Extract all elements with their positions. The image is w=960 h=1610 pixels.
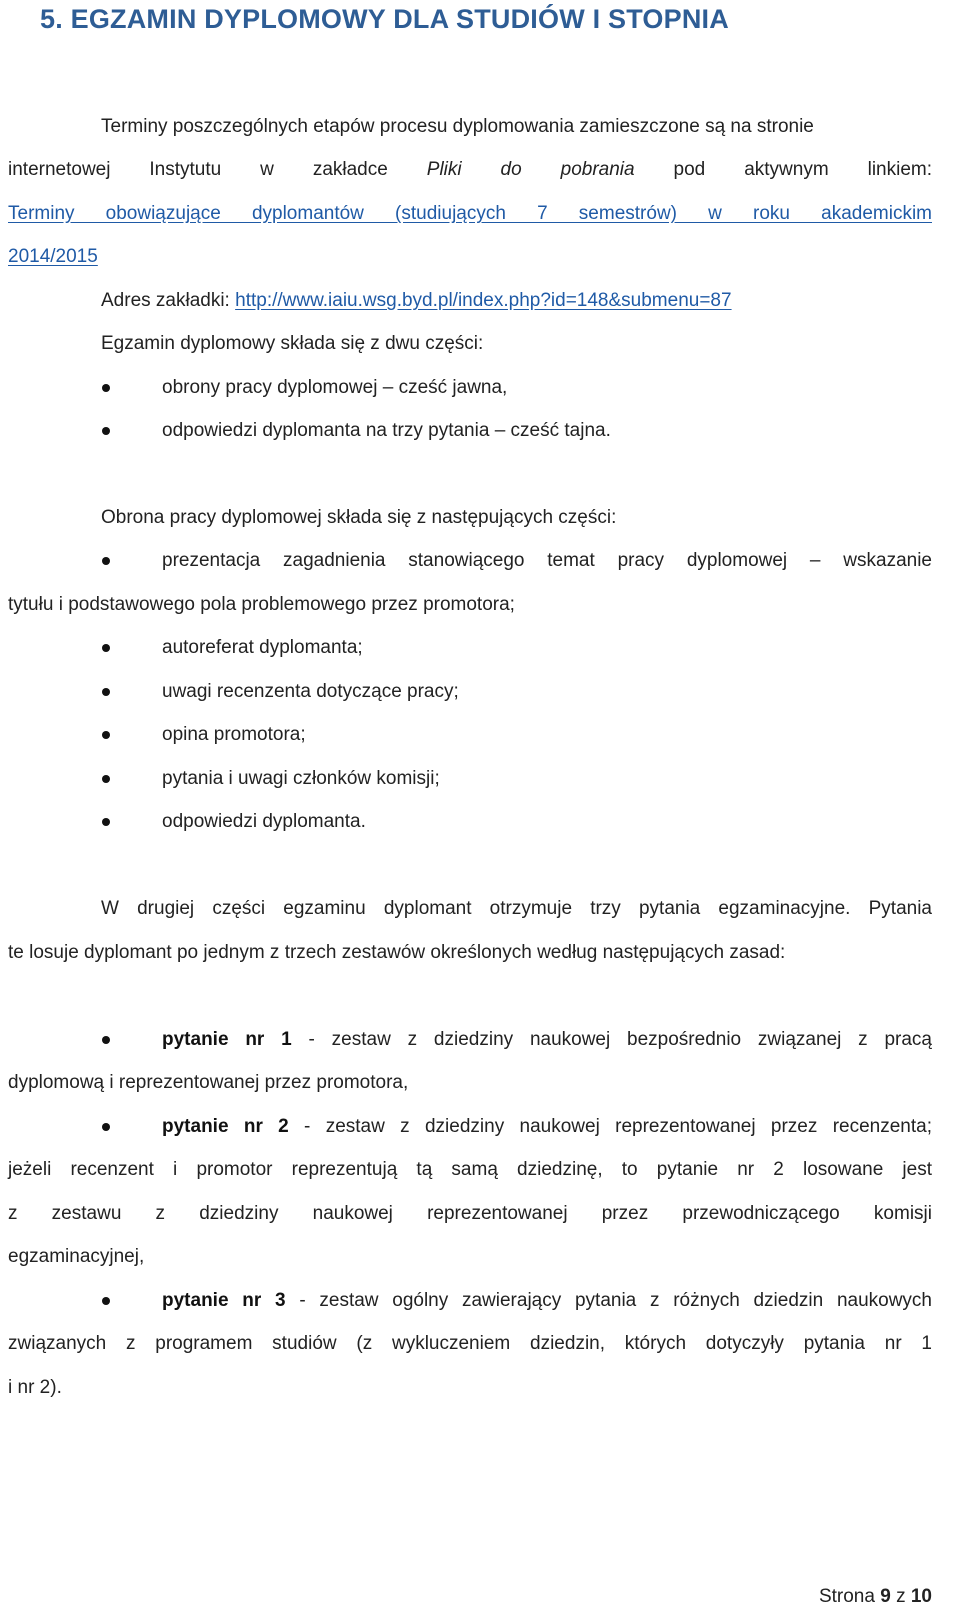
list-item: pytania i uwagi członków komisji; bbox=[8, 767, 932, 791]
intro-line-4 bbox=[8, 245, 932, 269]
bullet-icon bbox=[102, 731, 110, 739]
intro-line-1: Terminy poszczególnych etapów procesu dyplomowania zamieszczone są na stronie bbox=[101, 116, 814, 137]
address-line: Adres zakładki: http://www.iaiu.wsg.byd.pl/index.php?id=148&submenu=87 bbox=[101, 290, 732, 311]
deadlines-link[interactable]: Terminy obowiązujące dyplomantów (studiujących 7 semestrów) w roku akademickim bbox=[8, 203, 932, 224]
page-footer: Strona 9 z 10 bbox=[818, 1586, 932, 1607]
question-label: pytanie nr 1 bbox=[162, 1029, 292, 1050]
intro-line-2: internetowej Instytutu w zakładce Pliki do pobrania pod aktywnym linkiem: bbox=[8, 159, 933, 180]
list-item: pytanie nr 3 - zestaw ogólny zawierający pytania z różnych dziedzin naukowych bbox=[8, 1289, 932, 1313]
question-label: pytanie nr 2 bbox=[162, 1116, 289, 1137]
question-label: pytanie nr 3 bbox=[162, 1290, 286, 1311]
pliki-do-pobrania-text: Pliki do pobrania bbox=[426, 159, 635, 180]
bullet-icon bbox=[102, 557, 110, 565]
bullet-icon bbox=[102, 1123, 110, 1131]
address-url-link[interactable]: http://www.iaiu.wsg.byd.pl/index.php?id=148&submenu=87 bbox=[235, 290, 732, 311]
page-number: 9 bbox=[880, 1586, 891, 1607]
bullet-icon bbox=[102, 688, 110, 696]
bullet-icon bbox=[102, 644, 110, 652]
second-part-line-2: te losuje dyplomant po jednym z trzech zestawów określonych według następujących zasad: bbox=[8, 942, 786, 963]
defense-item1-continuation: tytułu i podstawowego pola problemowego przez promotora; bbox=[8, 594, 515, 615]
academic-year-link[interactable]: 2014/2015 bbox=[8, 246, 98, 267]
question2-continuation-3: egzaminacyjnej, bbox=[8, 1246, 145, 1267]
list-item: obrony pracy dyplomowej – cześć jawna, bbox=[8, 376, 932, 400]
question1-continuation: dyplomową i reprezentowanej przez promotora, bbox=[8, 1072, 409, 1093]
bullet-icon bbox=[102, 384, 110, 392]
list-item: autoreferat dyplomanta; bbox=[8, 636, 932, 660]
list-item: uwagi recenzenta dotyczące pracy; bbox=[8, 680, 932, 704]
list-item: prezentacja zagadnienia stanowiącego temat pracy dyplomowej – wskazanie bbox=[8, 549, 932, 573]
list-item: odpowiedzi dyplomanta na trzy pytania – cześć tajna. bbox=[8, 419, 932, 443]
list-item: odpowiedzi dyplomanta. bbox=[8, 810, 932, 834]
defense-intro: Obrona pracy dyplomowej składa się z następujących części: bbox=[101, 507, 617, 528]
intro-line-3 bbox=[8, 202, 932, 226]
question3-continuation-1: związanych z programem studiów (z wykluczeniem dziedzin, których dotyczyły pytania nr 1 bbox=[8, 1333, 932, 1354]
list-item: opina promotora; bbox=[8, 723, 932, 747]
bullet-icon bbox=[102, 427, 110, 435]
second-part-line-1: W drugiej części egzaminu dyplomant otrzymuje trzy pytania egzaminacyjne. Pytania bbox=[101, 898, 932, 919]
section-heading: 5. EGZAMIN DYPLOMOWY DLA STUDIÓW I STOPNIA bbox=[40, 4, 729, 34]
list-item: pytanie nr 2 - zestaw z dziedziny naukowej reprezentowanej przez recenzenta; bbox=[8, 1115, 932, 1139]
question2-continuation-2: z zestawu z dziedziny naukowej reprezentowanej przez przewodniczącego komisji bbox=[8, 1203, 932, 1224]
page-total: 10 bbox=[910, 1586, 932, 1607]
bullet-icon bbox=[102, 818, 110, 826]
bullet-icon bbox=[102, 1297, 110, 1305]
bullet-icon bbox=[102, 775, 110, 783]
parts-intro: Egzamin dyplomowy składa się z dwu części: bbox=[101, 333, 484, 354]
question3-continuation-2: i nr 2). bbox=[8, 1377, 62, 1398]
list-item: pytanie nr 1 - zestaw z dziedziny naukowej bezpośrednio związanej z pracą bbox=[8, 1028, 932, 1052]
bullet-icon bbox=[102, 1036, 110, 1044]
question2-continuation-1: jeżeli recenzent i promotor reprezentują tą samą dziedzinę, to pytanie nr 2 losowane jest bbox=[8, 1159, 932, 1180]
